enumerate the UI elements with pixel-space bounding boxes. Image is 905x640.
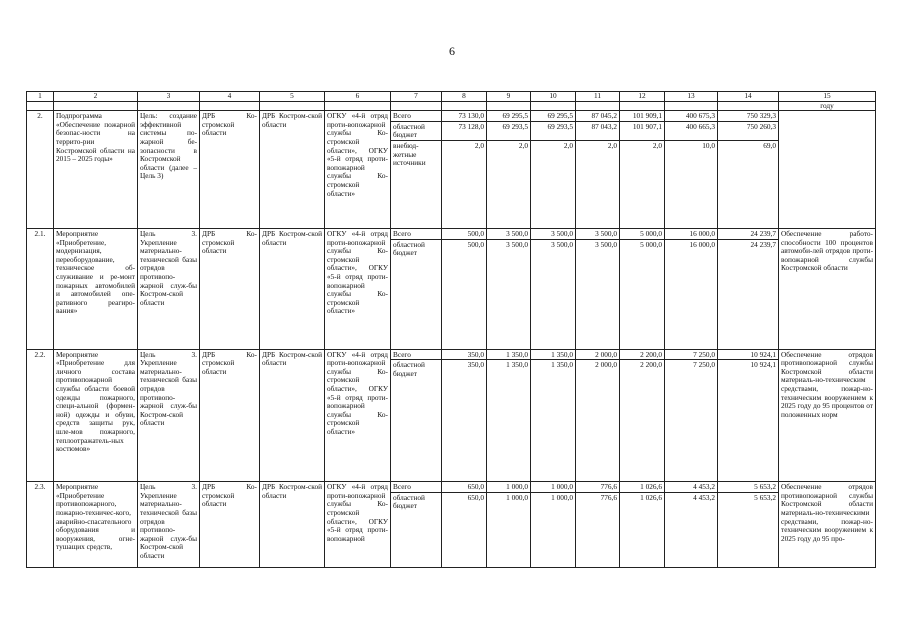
- amount-cell: 2,0: [442, 140, 487, 228]
- amount-cell: 69 295,5: [487, 111, 531, 122]
- column-number: 4: [200, 92, 260, 102]
- amount-cell: 5 653,2: [718, 492, 779, 567]
- amount-cell: 10,0: [665, 140, 718, 228]
- amount-cell: 5 653,2: [718, 482, 779, 493]
- measure-name: Мероприятие «Приобретение, модернизация, переоборудование, техническое об-служивание и ре-монт пожарных автомобилей и автомобилей опе-ративного реагиро-вания»: [54, 228, 138, 349]
- measure-name: Подпрограмма «Обеспечение пожарной безопас-ности на террито-рии Костромской области на 2015 – 2025 годы»: [54, 111, 138, 229]
- row-number: 2.1.: [27, 228, 54, 349]
- column-number: 7: [391, 92, 442, 102]
- column-number: 14: [718, 92, 779, 102]
- funding-source: Всего: [391, 111, 442, 122]
- amount-cell: 500,0: [442, 239, 487, 349]
- executor-cell: ДРБ Костром-ской области: [260, 228, 325, 349]
- administrator-cell: ДРБ Ко-стромской области: [200, 349, 260, 482]
- administrator-cell: ДРБ Ко-стромской области: [200, 482, 260, 568]
- measure-name: Мероприятие «Приобретение противопожарного, пожарно-техничес-кого, аварийно-спасательного оборудования и вооружения, огне-тушащих средств,: [54, 482, 138, 568]
- expected-result: Обеспечение отрядов противопожарной службы Костромской области материаль-но-техническими средствами, пожар-но-техническим вооружением к 2025 году до 95 про-: [779, 482, 876, 568]
- amount-cell: 69 293,5: [487, 121, 531, 140]
- amount-cell: 1 350,0: [531, 349, 576, 360]
- amount-cell: 73 128,0: [442, 121, 487, 140]
- amount-cell: 1 350,0: [531, 360, 576, 482]
- expected-result: Обеспечение отрядов противопожарной службы Костромской области материаль-но-техническим средствами, пожар-но-техническим вооружением к 2025 году до 95 процентов от положенных норм: [779, 349, 876, 482]
- amount-cell: 400 675,3: [665, 111, 718, 122]
- amount-cell: 10 924,1: [718, 349, 779, 360]
- amount-cell: 750 260,3: [718, 121, 779, 140]
- table-row: [27, 111, 876, 122]
- column-number: 5: [260, 92, 325, 102]
- column-number: 13: [665, 92, 718, 102]
- expected-result: [779, 111, 876, 229]
- participant-cell: ОГКУ «4-й отряд проти-вопожарной службы Ко-стромской области», ОГКУ «5-й отряд проти-вопожарной службы Ко-стромской области»: [325, 111, 391, 229]
- administrator-cell: ДРБ Ко-стромской области: [200, 228, 260, 349]
- funding-source: Всего: [391, 349, 442, 360]
- amount-cell: 16 000,0: [665, 239, 718, 349]
- amount-cell: 1 026,6: [620, 482, 665, 493]
- amount-cell: 24 239,7: [718, 239, 779, 349]
- amount-cell: 2,0: [531, 140, 576, 228]
- column-number: 3: [138, 92, 200, 102]
- amount-cell: 3 500,0: [576, 239, 620, 349]
- amount-cell: 2,0: [487, 140, 531, 228]
- row-number: 2.3.: [27, 482, 54, 568]
- amount-cell: 69,0: [718, 140, 779, 228]
- column-number: 15: [779, 92, 876, 102]
- column-number: 11: [576, 92, 620, 102]
- amount-cell: 500,0: [442, 228, 487, 239]
- page-number: 6: [449, 44, 455, 58]
- executor-cell: ДРБ Костром-ской области: [260, 482, 325, 568]
- column-number: 1: [27, 92, 54, 102]
- column-number: 8: [442, 92, 487, 102]
- participant-cell: ОГКУ «4-й отряд проти-вопожарной службы Ко-стромской области», ОГКУ «5-й отряд проти-вопожарной службы Ко-стромской области»: [325, 228, 391, 349]
- administrator-cell: ДРБ Ко-стромской области: [200, 111, 260, 229]
- column-number: 9: [487, 92, 531, 102]
- row-number: 2.2.: [27, 349, 54, 482]
- amount-cell: 776,6: [576, 482, 620, 493]
- amount-cell: 2 000,0: [576, 349, 620, 360]
- amount-cell: 101 909,1: [620, 111, 665, 122]
- amount-cell: 776,6: [576, 492, 620, 567]
- participant-cell: ОГКУ «4-й отряд проти-вопожарной службы Ко-стромской области», ОГКУ «5-й отряд проти-вопожарной службы Ко-стромской области»: [325, 349, 391, 482]
- measure-name: Мероприятие «Приобретение для личного состава противопожарной службы области боевой одежды пожарного, специ-альной (формен-ной) одежды и обуви, средств защиты рук, шле-мов пожарного, теплоотражатель-ных костюмов»: [54, 349, 138, 482]
- amount-cell: 2,0: [620, 140, 665, 228]
- executor-cell: ДРБ Костром-ской области: [260, 349, 325, 482]
- amount-cell: 400 665,3: [665, 121, 718, 140]
- program-table: [26, 91, 876, 568]
- amount-cell: 350,0: [442, 360, 487, 482]
- amount-cell: 2 200,0: [620, 349, 665, 360]
- funding-source: областной бюджет: [391, 239, 442, 349]
- funding-source: областной бюджет: [391, 492, 442, 567]
- goal-cell: Цель 3. Укрепление материально-технической базы отрядов противопо-жарной служ-бы Костром-ской области: [138, 482, 200, 568]
- funding-source: областной бюджет: [391, 360, 442, 482]
- column-subheader-row: [27, 101, 876, 111]
- table-row: [27, 482, 876, 493]
- amount-cell: 73 130,0: [442, 111, 487, 122]
- amount-cell: 5 000,0: [620, 239, 665, 349]
- amount-cell: 69 295,5: [531, 111, 576, 122]
- amount-cell: 16 000,0: [665, 228, 718, 239]
- expected-result: Обеспечение работо-способности 100 процентов автомоби-лей отрядов проти-вопожарной службы Костромской области: [779, 228, 876, 349]
- row-number: 2.: [27, 111, 54, 229]
- amount-cell: 1 000,0: [487, 492, 531, 567]
- amount-cell: 3 500,0: [531, 239, 576, 349]
- amount-cell: 2 000,0: [576, 360, 620, 482]
- column-number: 2: [54, 92, 138, 102]
- amount-cell: 1 000,0: [531, 492, 576, 567]
- column-number: 6: [325, 92, 391, 102]
- funding-source: Всего: [391, 482, 442, 493]
- amount-cell: 87 043,2: [576, 121, 620, 140]
- goal-cell: Цель 3. Укрепление материально-технической базы отрядов противопо-жарной служ-бы Костром-ской области: [138, 228, 200, 349]
- amount-cell: 4 453,2: [665, 482, 718, 493]
- funding-source: областной бюджет: [391, 121, 442, 140]
- amount-cell: 7 250,0: [665, 349, 718, 360]
- participant-cell: ОГКУ «4-й отряд проти-вопожарной службы Ко-стромской области», ОГКУ «5-й отряд проти-вопожарной: [325, 482, 391, 568]
- amount-cell: 650,0: [442, 482, 487, 493]
- funding-source: Всего: [391, 228, 442, 239]
- executor-cell: ДРБ Костром-ской области: [260, 111, 325, 229]
- year-label: году: [779, 101, 876, 111]
- amount-cell: 1 350,0: [487, 349, 531, 360]
- amount-cell: 10 924,1: [718, 360, 779, 482]
- amount-cell: 1 026,6: [620, 492, 665, 567]
- table-row: [27, 349, 876, 360]
- amount-cell: 69 293,5: [531, 121, 576, 140]
- amount-cell: 5 000,0: [620, 228, 665, 239]
- amount-cell: 24 239,7: [718, 228, 779, 239]
- amount-cell: 4 453,2: [665, 492, 718, 567]
- amount-cell: 1 000,0: [531, 482, 576, 493]
- amount-cell: 101 907,1: [620, 121, 665, 140]
- amount-cell: 2 200,0: [620, 360, 665, 482]
- amount-cell: 2,0: [576, 140, 620, 228]
- amount-cell: 3 500,0: [531, 228, 576, 239]
- goal-cell: Цель 3. Укрепление материально-технической базы отрядов противопо-жарной служ-бы Костром-ской области: [138, 349, 200, 482]
- amount-cell: 1 350,0: [487, 360, 531, 482]
- amount-cell: 750 329,3: [718, 111, 779, 122]
- amount-cell: 87 045,2: [576, 111, 620, 122]
- amount-cell: 350,0: [442, 349, 487, 360]
- table-viewport: [26, 91, 877, 582]
- amount-cell: 1 000,0: [487, 482, 531, 493]
- amount-cell: 3 500,0: [487, 239, 531, 349]
- column-number-row: [27, 92, 876, 102]
- amount-cell: 3 500,0: [487, 228, 531, 239]
- column-number: 12: [620, 92, 665, 102]
- goal-cell: Цель: создание эффективной системы по-жарной бе-зопасности в Костромской области (далее – Цель 3): [138, 111, 200, 229]
- amount-cell: 7 250,0: [665, 360, 718, 482]
- amount-cell: 650,0: [442, 492, 487, 567]
- column-number: 10: [531, 92, 576, 102]
- table-row: [27, 228, 876, 239]
- funding-source: внебюд-жетные источники: [391, 140, 442, 228]
- amount-cell: 3 500,0: [576, 228, 620, 239]
